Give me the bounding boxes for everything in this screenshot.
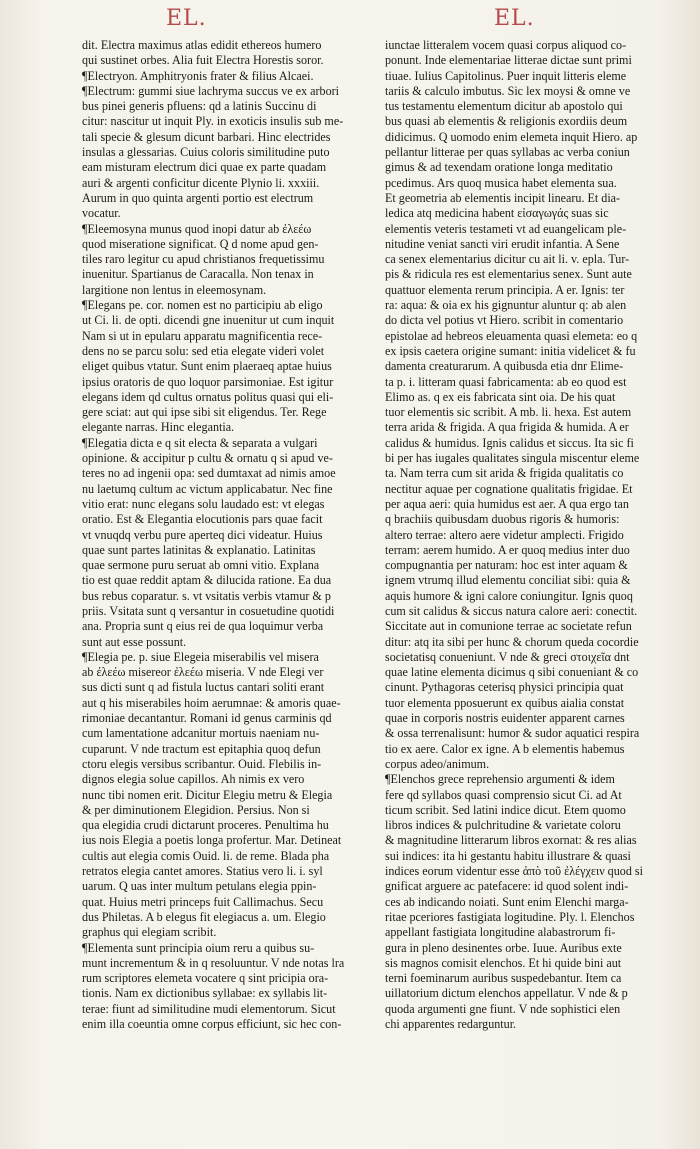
text-line: quoda argumenti gne fiunt. V nde sophistici elen (385, 1001, 621, 1016)
text-line: quattuor elementa rerum principia. A er. Ignis: ter (385, 282, 625, 297)
text-line: Siccitate aut in comunione terrae ac societate refun (385, 619, 632, 634)
text-line: ex ipsis caetera origine sumant: initia videlicet & fu (385, 343, 636, 358)
text-line: vocatur. (82, 206, 121, 221)
text-line: cum lamentatione adcanitur mortuis naeniam nu- (82, 726, 320, 741)
text-line: ctoru elegis versibus scribantur. Ouid. Flebilis in- (82, 756, 322, 771)
text-line: cultis aut elegia comis Ouid. li. de reme. Blada pha (82, 848, 330, 863)
text-line: vitio erat: nunc elegans solu laudado est: vt elegas (82, 496, 325, 511)
text-line: ¶Elegans pe. cor. nomen est no participiu ab eligo (82, 298, 323, 313)
text-line: ta. Nam terra cum sit arida & frigida qualitatis co (385, 466, 624, 481)
text-line: sus dicti sunt q ad fistula luctus cantari soliti erant (82, 680, 325, 695)
text-line: Elimo as. q ex eis fabricata sint oia. De his quat (385, 389, 616, 404)
text-line: epistolae ad hebreos eleuamenta quasi elemeta: eo q (385, 328, 638, 343)
text-line: eliget quibus vtatur. Sunt enim plaeraeq aptae huius (82, 359, 332, 374)
text-line: retratos elegia cantet amores. Statius vero li. i. syl (82, 864, 323, 879)
text-line: ana. Propria sunt q eius rei de qua loquimur verba (82, 619, 324, 634)
text-line: ca senex elementarius dicitur cu ait li. v. epla. Tur- (385, 252, 630, 267)
text-line: ¶Eleemosyna munus quod inopi datur ab ἐλεέω (82, 221, 312, 236)
text-line: bus pinei generis pfluens: qd a latinis Succinu di (82, 99, 317, 114)
text-line: altero terrae: altero aere videtur amplecti. Frigido (385, 527, 624, 542)
text-line: quae sunt partes latinitas & explanatio. Latinitas (82, 542, 316, 557)
text-line: enim illa coeuntia omne corpus efficiunt, sic hec con- (82, 1017, 342, 1031)
text-line: nunc tibi nomen erit. Dicitur Elegiu metru & Elegia (82, 787, 333, 802)
text-line: ra: aqua: & oia ex his gignuntur aluntur q: ab alen (385, 298, 627, 313)
text-line: pellantur litterae per quas syllabas ac verba coniun (385, 145, 630, 160)
text-line: sunt aut esse possunt. (82, 634, 187, 649)
text-line: sui indices: ita hi gestantu habitu illustrare & quasi (385, 848, 631, 863)
text-line: per aqua aeri: quia humidus est aer. A qua ergo tan (385, 496, 629, 511)
text-line: elementis veteris testameti vt ad euangelicam ple- (385, 221, 627, 236)
text-line: sis magnos comisit elenchos. Et hi quide bini aut (385, 955, 622, 970)
text-line: ab ἐλεέω misereor ἐλεέω miseria. V nde Elegi ver (82, 665, 324, 680)
text-line: tio est quae reddit aptam & dilucida ratione. Ea dua (82, 573, 332, 588)
text-line: quae latine elementa dicimus q sibi conueniant & co (385, 665, 639, 680)
text-line: compugnantia per naturam: hoc est inter aquam & (385, 558, 628, 573)
text-line: corpus adeo/animum. (385, 756, 490, 771)
text-line: tiuae. Iulius Capitolinus. Puer inquit litteris eleme (385, 68, 627, 83)
text-line: elegans idem qd cultus ornatus politus quasi qui eli- (82, 389, 334, 404)
text-line: terram: aerem humido. A er quoq medius inter duo (385, 542, 630, 557)
text-line: bus quasi ab elementis & religionis exordiis deum (385, 114, 628, 129)
text-line: pcedimus. Ars quoq musica habet elementa sua. (385, 175, 617, 190)
text-line: damenta creaturarum. A quibusda etia dnr Elime- (385, 359, 624, 374)
text-line: gimus & ad texendam oratione longa meditatio (385, 160, 613, 175)
text-line: ipsius oratoris de quo loquor parsimoniae. Est igitur (82, 374, 334, 389)
text-line: nitudine veniat sancti viri erudit infantia. A Sene (385, 236, 620, 251)
text-line: quat. Huius metri princeps fuit Callimachus. Secu (82, 894, 324, 909)
text-line: chi apparentes redarguntur. (385, 1017, 517, 1031)
left-column (82, 38, 370, 1032)
text-line: ¶Electrum: gummi siue lachryma succus ve ex arbori (82, 83, 340, 98)
text-line: tionis. Nam ex dictionibus syllabae: ex syllabis lit- (82, 986, 328, 1001)
text-line: priis. Vsitata sunt q versantur in cosuetudine quotidi (82, 603, 335, 618)
text-line: vt vnuqdq verbu pure aperteq dici videatur. Huius (82, 527, 323, 542)
text-line: dus Philetas. A b elegus fit elegiacus a. um. Elegio (82, 909, 326, 924)
text-line: tiles raro legitur cu apud christianos frequetissimu (82, 252, 325, 267)
text-line: gere sciat: aut qui ipse sibi sit eligendus. Ter. Rege (82, 405, 327, 420)
text-line: cum sit calidus & siccus natura calore aeri: conectit. (385, 603, 638, 618)
text-line: inuenitur. Spartianus de Caracalla. Non tenax in (82, 267, 314, 282)
text-line: ¶Elenchos grece reprehensio argumenti & idem (385, 772, 615, 787)
text-line: rimoniae decantantur. Romani id genus carminis qd (82, 711, 332, 726)
text-line: quod miseratione significat. Q d nome apud gen- (82, 236, 319, 251)
text-line: quae in corporis nostris euidenter apparent carnes (385, 711, 625, 726)
text-line: aquis humore & igni calore coniungitur. Ignis quoq (385, 588, 633, 603)
text-line: tuor elementis sic scribit. A mb. li. hexa. Est autem (385, 405, 632, 420)
text-line: ius nois Elegia a poetis longa profertur. Mar. Detineat (82, 833, 342, 848)
text-line: qui sustinet orbes. Alia fuit Electra Horestis soror. (82, 53, 324, 68)
running-head-right: EL. (494, 6, 535, 31)
text-line: & ossa terrenalisunt: humor & sudor aquatici respira (385, 726, 640, 741)
text-line: eam misturam electrum dici quae ex parte quadam (82, 160, 327, 175)
text-line: aut q his miserabiles hoim aerumnae: & amoris quae- (82, 695, 341, 710)
text-line: elegante narras. Hinc elegantia. (82, 420, 235, 435)
text-line: do dicta vel potius vt Hiero. scribit in comentario (385, 313, 624, 328)
text-line: cuparunt. V nde tractum est epitaphia quoq defun (82, 741, 321, 756)
text-line: ¶Elegatia dicta e q sit electa & separata a vulgari (82, 435, 318, 450)
text-line: uarum. Q uas inter multum petulans elegia ppin- (82, 879, 317, 894)
text-line: auri & argenti conficitur dicente Plynio li. xxxiii. (82, 175, 320, 190)
text-line: q brachiis quibusdam duobus rigoris & humoris: (385, 512, 620, 527)
text-line: & per diminutionem Elegidion. Persius. Non si (82, 802, 310, 817)
text-line: cinunt. Pythagoras ceterisq physici principia quat (385, 680, 624, 695)
text-line: ¶Elegia pe. p. siue Elegeia miserabilis vel misera (82, 649, 319, 664)
text-line: terni foeminarum auribus suspedebantur. Item ca (385, 971, 622, 986)
text-line: Nam si ut in epularu apparatu magnificentia rece- (82, 328, 323, 343)
text-line: oratio. Est & Elegantia elocutionis pars quae facit (82, 512, 323, 527)
text-line: nu laetumq cultum ac victum applicabatur. Nec fine (82, 481, 333, 496)
text-line: libros indices & pulchritudine & varietate coloru (385, 818, 621, 833)
text-line: fere qd syllabos quasi comprensio sicut Ci. ad At (385, 787, 622, 802)
text-line: ledica atq medicina habent εἰσαγωγάς suas sic (385, 206, 609, 221)
text-line: tus testamentu elementum dicitur ab apostolo qui (385, 99, 623, 114)
text-line: terae: fiunt ad similitudine mudi elementorum. Sicut (82, 1001, 336, 1016)
text-line: appellant fastigiata longitudine alabastrorum fi- (385, 925, 616, 940)
text-line: qua elegidia crudi dictarunt proceres. Penultima hu (82, 818, 329, 833)
text-line: tio ex aere. Calor ex igne. A b elementis habemus (385, 741, 625, 756)
text-line: bus rebus coparatur. s. vt vsitatis verbis vtamur & p (82, 588, 331, 603)
text-line: citur: nascitur ut inquit Ply. in exoticis insulis sub me- (82, 114, 344, 129)
text-line: Et geometria ab elementis incipit linearu. Et dia- (385, 190, 621, 205)
text-line: ces ab indicando noiati. Sunt enim Elenchi marga- (385, 894, 629, 909)
text-line: terra arida & frigida. A qua frigida & humida. A er (385, 420, 629, 435)
text-line: teres no ad ingenii opa: sed dumtaxat ad nimis amoe (82, 466, 336, 481)
text-line: ¶Elementa sunt principia oium reru a quibus su- (82, 940, 315, 955)
text-line: ta p. i. litteram quasi fabricamenta: ab eo quod est (385, 374, 627, 389)
text-line: ignem vtrumq illud elementu conciliat sibi: quia & (385, 573, 631, 588)
text-line: ¶Electryon. Amphitryonis frater & filius Alcaei. (82, 68, 314, 83)
text-line: gura in pleno desinentes orbe. Iuue. Auribus exte (385, 940, 622, 955)
text-line: largitione non lentus in eleemosynam. (82, 282, 267, 297)
text-line: iunctae litteralem vocem quasi corpus aliquod co- (385, 38, 627, 52)
text-line: dens no se parcu solu: sed etia elegate videri volet (82, 343, 325, 358)
text-line: ut Ci. li. de opti. dicendi gne inuenitur ut cum inquit (82, 313, 335, 328)
text-line: rum scriptores elemeta vocatere q sint pricipia ora- (82, 971, 329, 986)
text-line: ritae pceriores fastigiata logitudine. Ply. l. Elenchos (385, 909, 635, 924)
text-line: tali specie & glesum dicunt barbari. Hinc electrides (82, 129, 331, 144)
text-line: didicimus. Q uomodo enim elemeta inquit Hiero. ap (385, 129, 638, 144)
text-line: opinione. & accipitur p cultu & ornatu q si apud ve- (82, 451, 333, 466)
text-line: uillatorium dictum elenchos appellatur. V nde & p (385, 986, 628, 1001)
text-line: ponunt. Inde elementariae litterae dictae sunt primi (385, 53, 632, 68)
text-line: Aurum in quo quinta argenti portio est electrum (82, 190, 314, 205)
text-line: societatisq conueniunt. V nde & greci στοιχεῖα dnt (385, 649, 630, 664)
text-line: gnificat arguere ac patefacere: id quod solent indi- (385, 879, 629, 894)
text-line: insulas a glessarias. Cuius coloris similitudine puto (82, 145, 330, 160)
text-line: dit. Electra maximus atlas edidit ethereos humero (82, 38, 322, 52)
text-line: tuor elementa pposuerunt ex quibus aialia constat (385, 695, 625, 710)
text-line: ditur: atq ita sibi per hunc & chorum queda cocordie (385, 634, 639, 649)
text-line: tariis & calculo imbutus. Sic lex moysi & omne ve (385, 83, 631, 98)
text-line: dignos elegia solue capillos. Ah nimis ex vero (82, 772, 305, 787)
text-line: indices eorum videntur esse ἀπὸ τοῦ ἐλέγχειν quod si (385, 864, 643, 879)
text-line: bi per has iugales qualitates singula miscentur eleme (385, 451, 640, 466)
text-line: munt incrementum & in q resoluuntur. V nde notas lra (82, 955, 345, 970)
running-head-left: EL. (166, 6, 207, 31)
text-line: quae sermone puru seruat ab omni vitio. Explana (82, 558, 320, 573)
text-line: graphus qui elegiam scribit. (82, 925, 217, 940)
text-line: ticum scribit. Sed latini indice dicut. Etem quomo (385, 802, 626, 817)
text-line: pis & ridicula res est elementarius senex. Sunt aute (385, 267, 632, 282)
text-line: calidus & humidus. Ignis calidus et siccus. Ita sic fi (385, 435, 634, 450)
right-column (385, 38, 671, 1032)
text-line: nectitur aquae per cognatione qualitatis frigidae. Et (385, 481, 633, 496)
text-line: & magnitudine litterarum libros exornat: & res alias (385, 833, 637, 848)
